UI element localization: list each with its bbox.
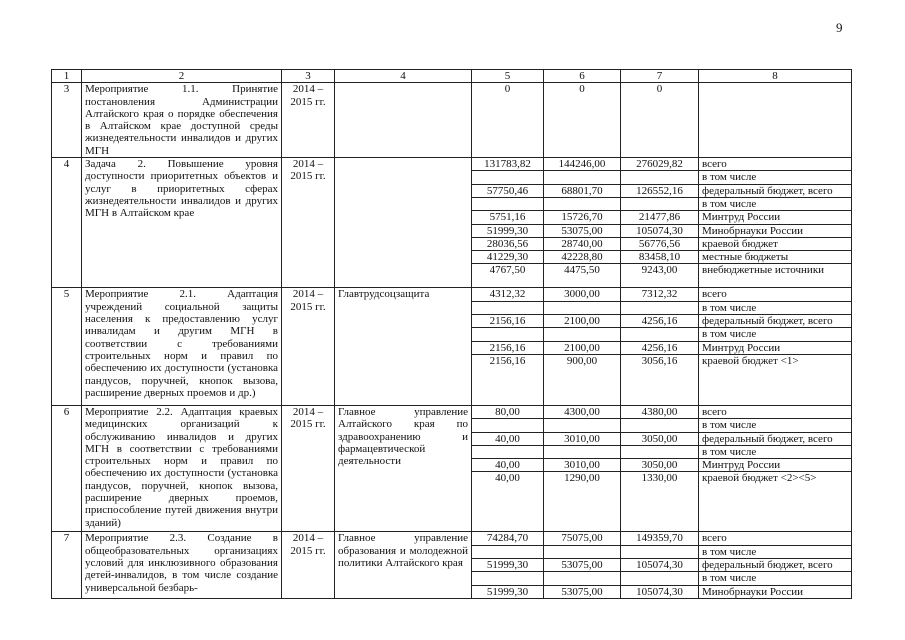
value-col7: 276029,82	[621, 158, 699, 171]
value-col5	[472, 171, 544, 184]
table-row	[52, 288, 852, 301]
value-col6: 2100,00	[544, 315, 621, 328]
value-col6: 0	[544, 83, 621, 158]
value-col7: 83458,10	[621, 251, 699, 264]
value-col5: 41229,30	[472, 251, 544, 264]
row-description: Задача 2. Повышение уровня доступности приоритетных объектов и услуг в приоритетных сферах жизнедеятельности инвалидов и других МГН в Алтайском крае	[82, 158, 282, 288]
value-col7: 21477,86	[621, 211, 699, 224]
value-col7: 3050,00	[621, 432, 699, 445]
value-col6: 4300,00	[544, 405, 621, 418]
row-executor	[335, 158, 472, 288]
value-col5: 40,00	[472, 472, 544, 532]
value-col7	[621, 445, 699, 458]
funding-source: всего	[699, 532, 852, 545]
value-col6: 75075,00	[544, 532, 621, 545]
table-row	[52, 83, 852, 158]
value-col5: 40,00	[472, 432, 544, 445]
value-col7	[621, 545, 699, 558]
funding-source	[699, 83, 852, 158]
program-table	[51, 69, 852, 599]
funding-source: в том числе	[699, 328, 852, 341]
value-col6: 42228,80	[544, 251, 621, 264]
value-col6: 4475,50	[544, 264, 621, 288]
value-col5	[472, 445, 544, 458]
value-col6: 15726,70	[544, 211, 621, 224]
value-col5	[472, 572, 544, 585]
funding-source: в том числе	[699, 572, 852, 585]
value-col5: 2156,16	[472, 315, 544, 328]
row-description: Мероприятие 2.1. Адаптация учреждений социальной защиты населения к предоставлению услуг инвалидам и другим МГН в соответствии с требованиями строительных норм и правил по обеспечению их доступности (установка пандусов, поручней, кнопок вызова, расширение дверных проемов и др.)	[82, 288, 282, 405]
value-col5: 57750,46	[472, 184, 544, 197]
value-col6	[544, 572, 621, 585]
value-col7: 105074,30	[621, 559, 699, 572]
funding-source: всего	[699, 405, 852, 418]
page-number: 9	[836, 20, 843, 35]
row-description: Мероприятие 2.2. Адаптация краевых медицинских организаций к обслуживанию инвалидов и других МГН в соответствии с требованиями строительных норм и правил по обеспечению их доступности (установка пандусов, поручней, кнопок вызова, расширение дверных проемов, приспособление путей движения внутри зданий)	[82, 405, 282, 531]
value-col7: 1330,00	[621, 472, 699, 532]
value-col7: 3050,00	[621, 459, 699, 472]
value-col7	[621, 301, 699, 314]
value-col5: 80,00	[472, 405, 544, 418]
value-col7: 105074,30	[621, 224, 699, 237]
value-col5: 4312,32	[472, 288, 544, 301]
row-description: Мероприятие 1.1. Принятие постановления Администрации Алтайского края о порядке обеспечения в Алтайском крае доступной среды жизнедеятельности инвалидов и других МГН	[82, 83, 282, 158]
header-cell-2: 2	[82, 70, 282, 83]
value-col5	[472, 197, 544, 210]
value-col7: 4256,16	[621, 315, 699, 328]
header-cell-6: 6	[544, 70, 621, 83]
value-col6: 53075,00	[544, 224, 621, 237]
funding-source: в том числе	[699, 419, 852, 432]
funding-source: краевой бюджет <1>	[699, 354, 852, 405]
row-number: 3	[52, 83, 82, 158]
value-col5: 0	[472, 83, 544, 158]
header-cell-7: 7	[621, 70, 699, 83]
header-cell-4: 4	[335, 70, 472, 83]
value-col7	[621, 572, 699, 585]
value-col6	[544, 171, 621, 184]
table-row	[52, 158, 852, 171]
funding-source: федеральный бюджет, всего	[699, 432, 852, 445]
funding-source: Минтруд России	[699, 211, 852, 224]
value-col5: 51999,30	[472, 585, 544, 598]
table-row	[52, 532, 852, 545]
value-col7: 9243,00	[621, 264, 699, 288]
value-col6	[544, 445, 621, 458]
value-col6: 53075,00	[544, 585, 621, 598]
header-cell-5: 5	[472, 70, 544, 83]
value-col7	[621, 171, 699, 184]
value-col6: 1290,00	[544, 472, 621, 532]
funding-source: в том числе	[699, 301, 852, 314]
value-col6: 68801,70	[544, 184, 621, 197]
row-period: 2014 – 2015 гг.	[282, 532, 335, 598]
value-col6	[544, 419, 621, 432]
funding-source: федеральный бюджет, всего	[699, 315, 852, 328]
value-col5: 2156,16	[472, 341, 544, 354]
table-row	[52, 405, 852, 418]
value-col7	[621, 419, 699, 432]
funding-source: в том числе	[699, 171, 852, 184]
header-cell-1: 1	[52, 70, 82, 83]
row-number: 7	[52, 532, 82, 598]
value-col5: 5751,16	[472, 211, 544, 224]
value-col6: 53075,00	[544, 559, 621, 572]
value-col5	[472, 419, 544, 432]
value-col7: 3056,16	[621, 354, 699, 405]
funding-source: внебюджетные источники	[699, 264, 852, 288]
funding-source: в том числе	[699, 445, 852, 458]
value-col7: 0	[621, 83, 699, 158]
value-col5: 51999,30	[472, 559, 544, 572]
value-col7: 56776,56	[621, 237, 699, 250]
funding-source: краевой бюджет	[699, 237, 852, 250]
value-col6: 3000,00	[544, 288, 621, 301]
value-col5	[472, 545, 544, 558]
row-number: 6	[52, 405, 82, 531]
value-col6: 3010,00	[544, 432, 621, 445]
row-number: 5	[52, 288, 82, 405]
value-col7: 149359,70	[621, 532, 699, 545]
funding-source: Минобрнауки России	[699, 224, 852, 237]
value-col5: 74284,70	[472, 532, 544, 545]
funding-source: федеральный бюджет, всего	[699, 559, 852, 572]
value-col5: 131783,82	[472, 158, 544, 171]
value-col6: 28740,00	[544, 237, 621, 250]
value-col7: 7312,32	[621, 288, 699, 301]
header-cell-8: 8	[699, 70, 852, 83]
funding-source: в том числе	[699, 197, 852, 210]
funding-source: всего	[699, 158, 852, 171]
value-col6	[544, 545, 621, 558]
row-number: 4	[52, 158, 82, 288]
table-header-row	[52, 70, 852, 83]
funding-source: всего	[699, 288, 852, 301]
row-period: 2014 – 2015 гг.	[282, 288, 335, 405]
value-col7: 4380,00	[621, 405, 699, 418]
row-executor: Главное управление Алтайского края по здравоохранению и фармацевтической деятельности	[335, 405, 472, 531]
value-col5: 40,00	[472, 459, 544, 472]
row-executor: Главтрудсоцзащита	[335, 288, 472, 405]
value-col6: 144246,00	[544, 158, 621, 171]
row-period: 2014 – 2015 гг.	[282, 405, 335, 531]
value-col5	[472, 301, 544, 314]
value-col7	[621, 197, 699, 210]
value-col6	[544, 197, 621, 210]
funding-source: Минтруд России	[699, 341, 852, 354]
value-col7: 105074,30	[621, 585, 699, 598]
value-col6	[544, 301, 621, 314]
value-col6: 2100,00	[544, 341, 621, 354]
value-col5: 2156,16	[472, 354, 544, 405]
funding-source: местные бюджеты	[699, 251, 852, 264]
value-col7: 126552,16	[621, 184, 699, 197]
value-col6: 3010,00	[544, 459, 621, 472]
value-col5: 4767,50	[472, 264, 544, 288]
row-executor	[335, 83, 472, 158]
row-period: 2014 – 2015 гг.	[282, 83, 335, 158]
funding-source: Минобрнауки России	[699, 585, 852, 598]
header-cell-3: 3	[282, 70, 335, 83]
funding-source: в том числе	[699, 545, 852, 558]
row-description: Мероприятие 2.3. Создание в общеобразовательных организациях условий для инклюзивного образования детей-инвалидов, в том числе создание универсальной безбарь-	[82, 532, 282, 598]
value-col5	[472, 328, 544, 341]
funding-source: Минтруд России	[699, 459, 852, 472]
value-col7	[621, 328, 699, 341]
value-col7: 4256,16	[621, 341, 699, 354]
value-col5: 51999,30	[472, 224, 544, 237]
row-period: 2014 – 2015 гг.	[282, 158, 335, 288]
row-executor: Главное управление образования и молодежной политики Алтайского края	[335, 532, 472, 598]
value-col6	[544, 328, 621, 341]
funding-source: краевой бюджет <2><5>	[699, 472, 852, 532]
value-col6: 900,00	[544, 354, 621, 405]
funding-source: федеральный бюджет, всего	[699, 184, 852, 197]
value-col5: 28036,56	[472, 237, 544, 250]
